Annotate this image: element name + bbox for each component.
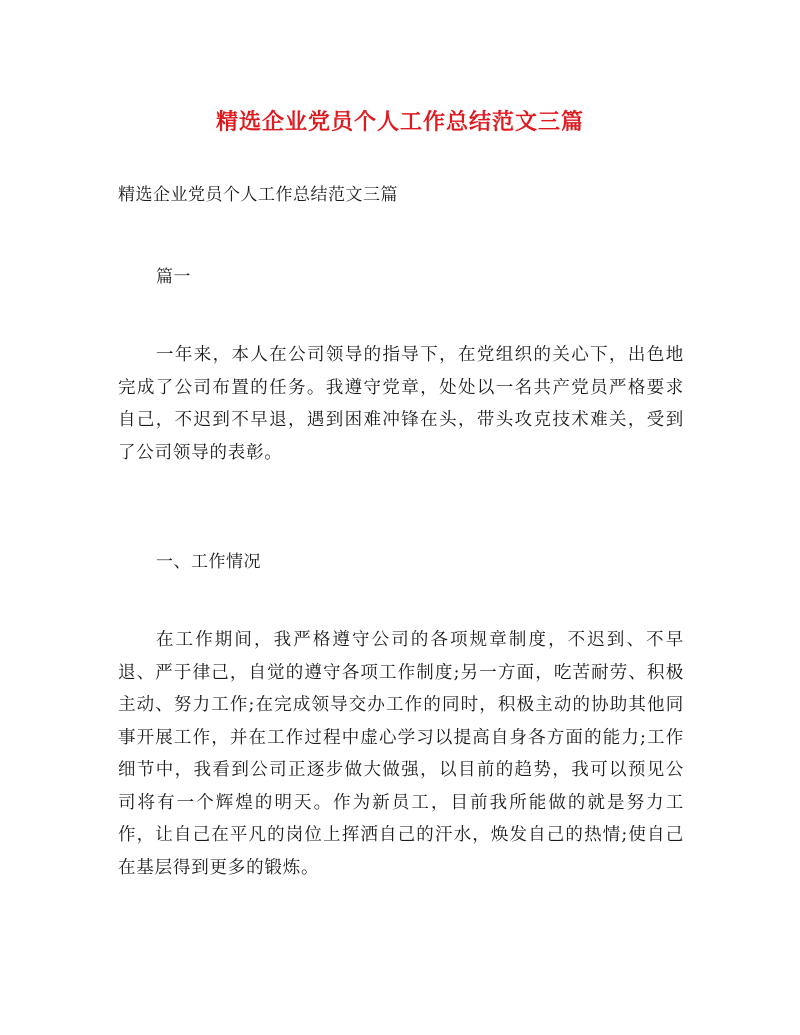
intro-paragraph: 一年来，本人在公司领导的指导下，在党组织的关心下，出色地完成了公司布置的任务。我遵守党章，处处以一名共产党员严格要求自己，不迟到不早退，遇到困难冲锋在头，带头攻克技术难关，受到了公司领导的表彰。 bbox=[118, 345, 684, 463]
section-label: 篇一 bbox=[156, 267, 191, 287]
document-title: 精选企业党员个人工作总结范文三篇 bbox=[215, 109, 584, 135]
work-paragraph: 在工作期间，我严格遵守公司的各项规章制度，不迟到、不早退、严于律己，自觉的遵守各项工作制度;另一方面，吃苦耐劳、积极主动、努力工作;在完成领导交办工作的同时，积极主动的协助其他同事开展工作，并在工作过程中虚心学习以提高自身各方面的能力;工作细节中，我看到公司正逐步做大做强，以目前的趋势，我可以预见公司将有一个辉煌的明天。作为新员工，目前我所能做的就是努力工作，让自己在平凡的岗位上挥洒自己的汗水，焕发自己的热情;使自己在基层得到更多的锻炼。 bbox=[118, 630, 684, 878]
document-subtitle: 精选企业党员个人工作总结范文三篇 bbox=[118, 185, 398, 205]
section-heading-work: 一、工作情况 bbox=[156, 552, 261, 572]
